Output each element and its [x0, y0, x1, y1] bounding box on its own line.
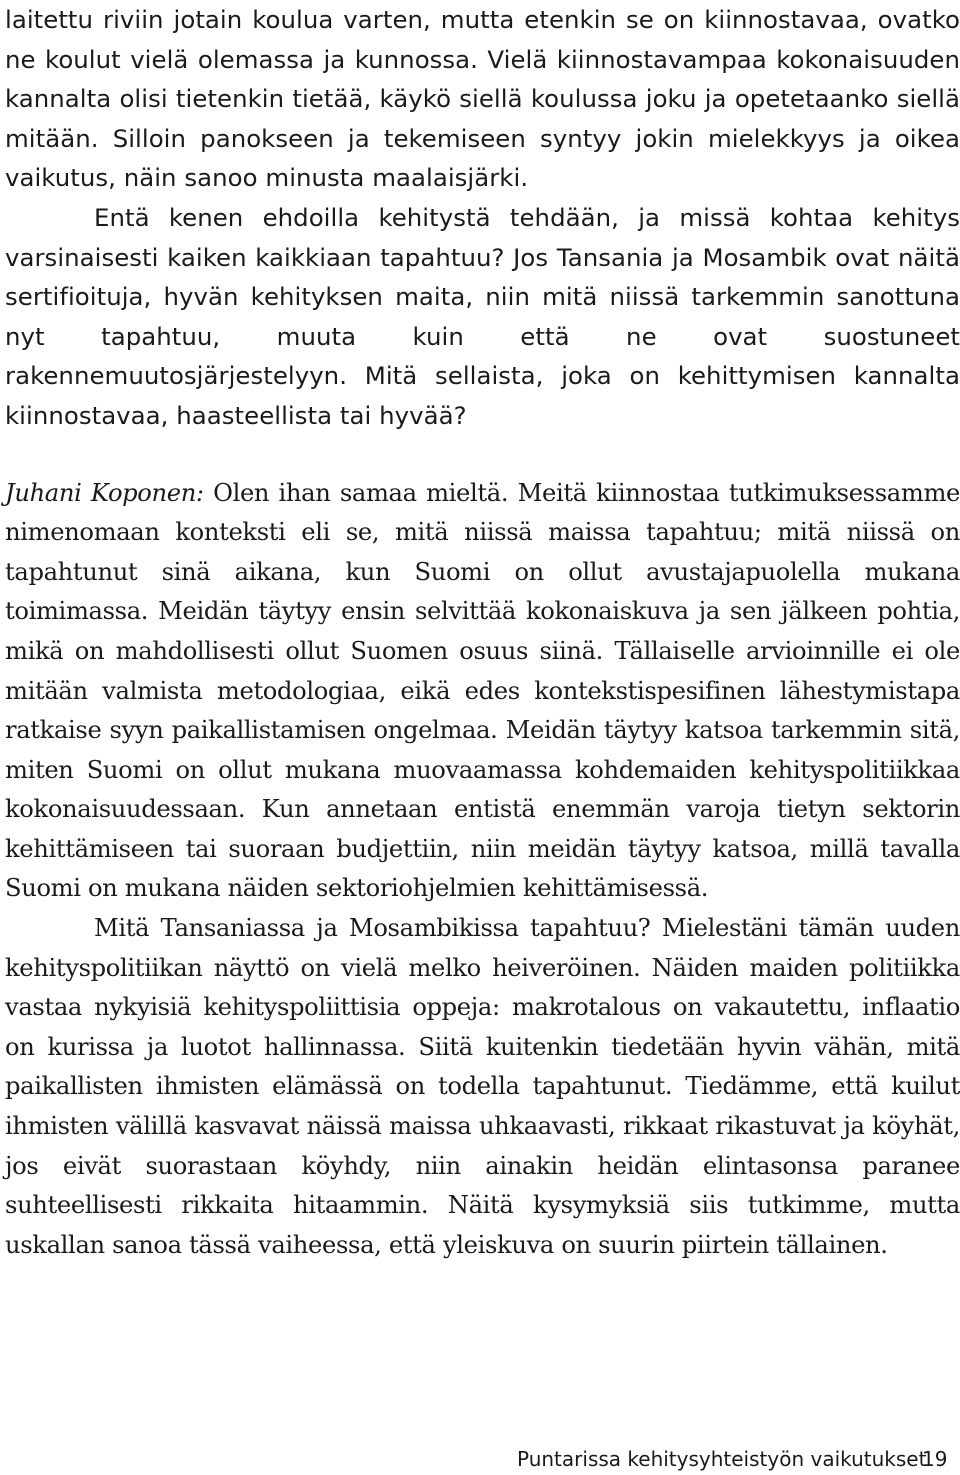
paragraph-question: Entä kenen ehdoilla kehitystä tehdään, ja missä kohtaa kehitys varsinaisesti kaiken kaikkiaan tapahtuu? Jos Tansania ja Mosambik ovat näitä sertifioituja, hyvän kehityksen maita, niin mitä niissä tarkemmin sanottuna nyt tapahtuu, muuta kuin että ne ovat suostuneet rakennemuutosjärjestelyyn. Mitä sellaista, joka on kehittymisen kannalta kiinnostavaa, haasteellista tai hyvää? [5, 202, 960, 430]
paragraph-continued: laitettu riviin jotain koulua varten, mutta etenkin se on kiinnostavaa, ovatko ne koulut vielä olemassa ja kunnossa. Vielä kiinnostavampaa kokonaisuuden kannalta olisi tietenkin tietää, käykö siellä koulussa joku ja opetetaanko siellä mitään. Silloin panokseen ja tekemiseen syntyy jokin mielekkyys ja oikea vaikutus, näin sanoo minusta maalaisjärki. [5, 5, 960, 193]
paragraph-koponen-text: Olen ihan samaa mieltä. Meitä kiinnostaa tutkimuksessamme nimenomaan konteksti eli se, mitä niissä maissa tapahtuu; mitä niissä on tapahtunut sinä aikana, kun Suomi on ollut avustajapuolella mukana toimimassa. Meidän täytyy ensin selvittää kokonaiskuva ja sen jälkeen pohtia, mikä on mahdollisesti ollut Suomen osuus siinä. Tällaiselle arvioinnille ei ole mitään valmista metodologiaa, eikä edes kontekstispesifinen lähestymistapa ratkaise syyn paikallistamisen ongelmaa. Meidän täytyy katsoa tarkemmin sitä, miten Suomi on ollut mukana muovaamassa kohdemaiden kehityspolitiikkaa kokonaisuudessaan. Kun annetaan entistä enemmän varoja tietyn sektorin kehittämiseen tai suoraan budjettiin, niin meidän täytyy katsoa, millä tavalla Suomi on mukana näiden sektoriohjelmien kehittämisessä. [5, 478, 960, 903]
paragraph-koponen-continued: Mitä Tansaniassa ja Mosambikissa tapahtuu? Mielestäni tämän uuden kehityspolitiikan näyttö on vielä melko heiveröinen. Näiden maiden politiikka vastaa nykyisiä kehityspoliittisia oppeja: makrotalous on vakautettu, inflaatio on kurissa ja luotot hallinnassa. Siitä kuitenkin tiedetään hyvin vähän, mitä paikallisten ihmisten elämässä on todella tapahtunut. Tiedämme, että kuilut ihmisten välillä kasvavat näissä maissa uhkaavasti, rikkaat rikastuvat ja köyhät, jos eivät suorastaan köyhdy, niin ainakin heidän elintasonsa paranee suhteellisesti rikkaita hitaammin. Näitä kysymyksiä siis tutkimme, mutta uskallan sanoa tässä vaiheessa, että yleiskuva on suurin piirtein tällainen. [5, 914, 960, 1259]
footer-title: Puntarissa kehitysyhteistyön vaikutukset [517, 1447, 927, 1471]
paragraph-koponen-answer [5, 474, 960, 910]
speaker-name: Juhani Koponen: [5, 478, 204, 507]
page-number: 19 [922, 1447, 948, 1471]
document-page [5, 0, 960, 1265]
